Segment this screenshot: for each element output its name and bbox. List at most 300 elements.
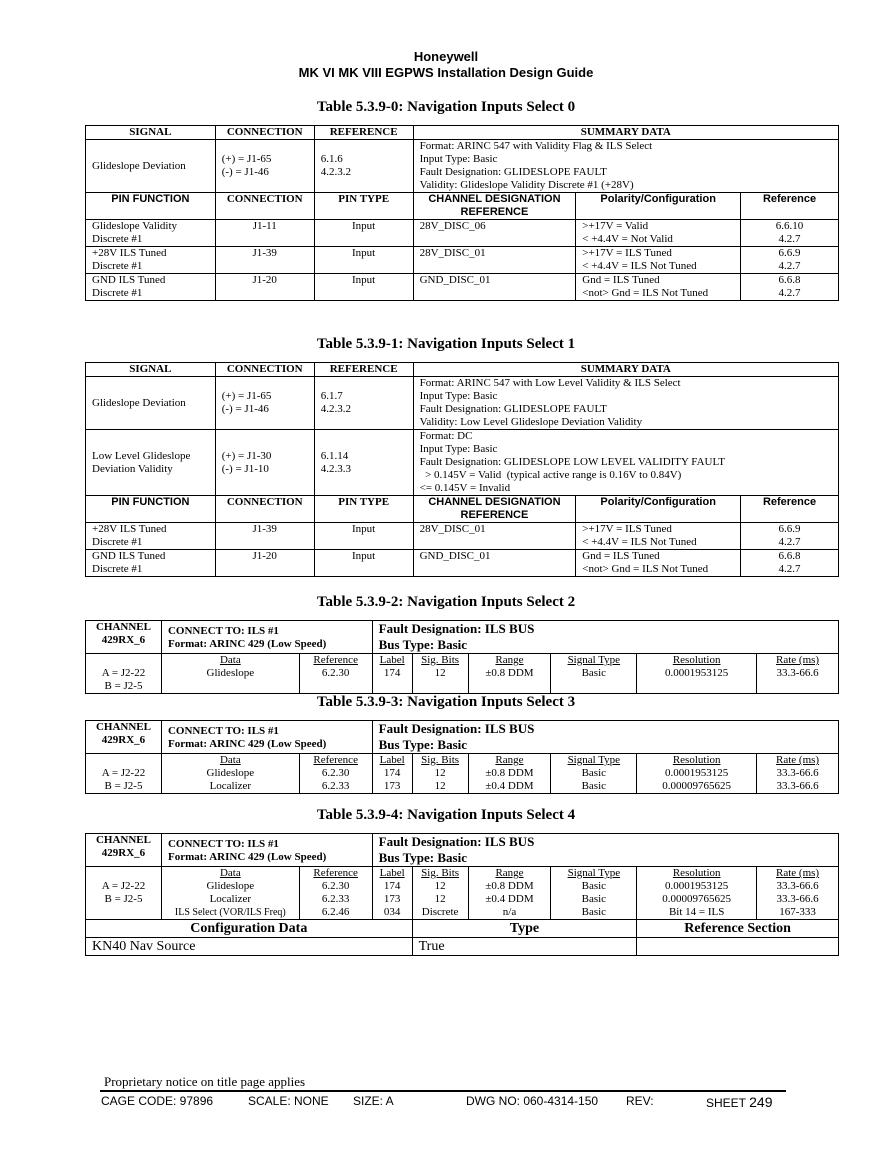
table-cell [413,430,838,496]
cell-text: 174 [383,767,401,779]
cell-text: Range [495,654,524,666]
table-title: Table 5.3.9-1: Navigation Inputs Select 1 [316,336,576,352]
col-header: CONNECTION [215,126,314,140]
cell-text: 28V_DISC_06 [413,220,576,247]
cell-text: B = J2-5 [104,780,143,792]
cell-text: 33.3-66.6 [776,780,819,792]
cell-text: Format: ARINC 429 (Low Speed) [167,738,327,750]
cell-text: ±0.4 DDM [485,780,534,792]
table-row [86,363,839,377]
cell-text: Fault Designation: GLIDESLOPE FAULT [419,166,607,178]
cell-text: J1-11 [215,220,314,247]
cell-text: 33.3-66.6 [776,880,819,892]
table-title: Table 5.3.9-3: Navigation Inputs Select 3 [316,694,576,710]
cell-text: Signal Type [567,867,621,879]
col-header: SUMMARY DATA [413,126,838,140]
cell-text: 173 [383,780,401,792]
cell-text: A = J2-22 [101,880,146,892]
table-cell [215,377,314,430]
cell-text: Discrete [421,906,459,918]
table-cell [372,867,412,920]
table-row [86,754,839,794]
cell-text: 6.6.8 [778,550,801,562]
cell-text: Glideslope [206,767,255,779]
table-cell [299,754,372,794]
cell-text: CONNECT TO: ILS #1 [167,625,279,637]
cell-text: 0.0001953125 [665,767,729,779]
table-cell [86,247,216,274]
cell-text: 6.2.30 [321,767,350,779]
table-cell [412,654,468,694]
cell-text: 4.2.7 [778,563,801,575]
cell-text: (-) = J1-46 [221,166,269,178]
size: SIZE: A [353,1094,394,1108]
cell-text: Sig. Bits [421,654,460,666]
table-cell [86,621,162,654]
cell-text: True [412,938,637,956]
cell-text: Glideslope [206,880,255,892]
cell-text: REFERENCE [460,509,529,521]
cell-text: Sig. Bits [421,867,460,879]
table-cell [412,867,468,920]
cell-text: Discrete #1 [92,563,143,575]
cell-text: Basic [581,880,607,892]
cell-text: Fault Designation: GLIDESLOPE FAULT [419,403,607,415]
cell-text: Input Type: Basic [419,443,498,455]
table-cell [413,140,838,193]
cell-text: Basic [581,767,607,779]
cell-text: Resolution [672,654,721,666]
cell-text: Reference [313,654,358,666]
table-cell [372,721,838,754]
table-cell [215,140,314,193]
cell-text: 33.3-66.6 [776,767,819,779]
cell-text: PIN TYPE [314,496,413,523]
cell-text: J1-20 [215,274,314,301]
table-cell [413,377,838,430]
cell-text: 12 [434,780,446,792]
table-cell [757,654,839,694]
cell-text: 12 [434,880,446,892]
cell-text: (-) = J1-10 [221,462,269,475]
table-cell [314,377,413,430]
cell-text: Data [219,654,241,666]
cell-text: J1-39 [215,247,314,274]
cell-text: <not> Gnd = ILS Not Tuned [582,287,709,299]
cell-text: Low Level Glideslope [92,449,191,462]
cell-text: CONNECTION [215,363,314,377]
cell-text: ±0.8 DDM [485,667,534,679]
cell-text: 6.2.33 [321,780,350,792]
cell-text: CHANNEL DESIGNATION [428,193,561,205]
cell-text: Label [379,867,405,879]
cell-text: 429RX_6 [101,847,146,859]
cell-text: CHANNEL [95,834,151,846]
cell-text: Fault Designation: ILS BUS [378,621,535,636]
cell-text: 4.2.7 [778,233,801,245]
table-cell [161,834,372,867]
cell-text: 28V_DISC_01 [413,247,576,274]
drawing-number: DWG NO: 060-4314-150 [466,1094,599,1108]
cell-text: 0.00009765625 [662,893,732,905]
table-cell [637,654,757,694]
col-header: SIGNAL [86,126,216,140]
cell-text: GND ILS Tuned [92,274,166,286]
signal-row [86,140,839,193]
cell-text: Fault Designation: ILS BUS [378,834,535,849]
cell-text: Input [314,220,413,247]
proprietary-notice: Proprietary notice on title page applies [104,1074,306,1089]
cell-text: Bit 14 = ILS [668,906,725,918]
cell-text: ±0.8 DDM [485,767,534,779]
table-row [86,938,839,956]
cell-text: 6.6.9 [778,247,801,259]
cell-text: < +4.4V = ILS Not Tuned [582,536,697,548]
cell-text: Discrete #1 [92,287,143,299]
pin-row [86,523,839,550]
cell-text: 6.6.10 [775,220,804,232]
table-nav-select-0 [85,125,839,301]
cell-text: Reference [741,496,839,523]
cell-text: CONNECTION [215,193,314,220]
cell-text: Resolution [672,754,721,766]
cell-text: Deviation Validity [92,462,173,475]
cell-text: +28V ILS Tuned [92,523,167,535]
table-cell [86,654,162,694]
cell-text: < +4.4V = Not Valid [582,233,673,245]
cell-text: Validity: Glideslope Validity Discrete #1 (+28V) [419,179,634,191]
table-cell [576,220,741,247]
cage-code: CAGE CODE: 97896 [101,1094,214,1108]
cell-text: 6.6.8 [778,274,801,286]
signal-row [86,377,839,430]
cell-text: Reference [313,867,358,879]
table-row [86,654,839,694]
table-cell [741,550,839,577]
cell-text: Input Type: Basic [419,390,498,402]
cell-text: Glideslope [206,667,255,679]
cell-text: Input [314,247,413,274]
cell-text: GND ILS Tuned [92,550,166,562]
cell-text: < +4.4V = ILS Not Tuned [582,260,697,272]
pin-row [86,274,839,301]
pin-row [86,247,839,274]
cell-text: CONNECT TO: ILS #1 [167,725,279,737]
cell-text: Reference [313,754,358,766]
table-title: Table 5.3.9-0: Navigation Inputs Select 0 [316,99,576,115]
table-cell [412,754,468,794]
cell-text: Localizer [209,893,252,905]
cell-text: Label [379,754,405,766]
cell-text: Glideslope Validity [92,220,178,232]
cell-text: 4.2.3.3 [320,462,351,475]
cell-text: 6.2.30 [321,880,350,892]
table-cell [576,274,741,301]
table-cell [86,220,216,247]
cell-text: >+17V = ILS Tuned [582,247,672,259]
cell-text: 4.2.7 [778,287,801,299]
cell-text: 4.2.7 [778,260,801,272]
table-cell [551,654,637,694]
table-row [86,126,839,140]
cell-text: Discrete #1 [92,260,143,272]
cell-text: Polarity/Configuration [576,193,741,220]
cell-text: <not> Gnd = ILS Not Tuned [582,563,709,575]
cell-text: Localizer [209,780,252,792]
table-cell [86,430,216,496]
table-nav-select-3 [85,720,839,794]
table-row [86,621,839,654]
cell-text: 0.00009765625 [662,780,732,792]
table-cell [741,220,839,247]
pin-row [86,550,839,577]
cell-text: 6.2.30 [321,667,350,679]
cell-text: CONNECT TO: ILS #1 [167,838,279,850]
cell-text: Input Type: Basic [419,153,498,165]
cell-text: Rate (ms) [776,867,820,879]
table-cell [637,754,757,794]
cell-text: CHANNEL [95,721,151,733]
table-cell [86,754,162,794]
table-nav-select-2 [85,620,839,694]
cell-text: Type [412,920,637,938]
cell-text: 6.1.14 [320,449,349,462]
col-header: REFERENCE [314,126,413,140]
table-cell [314,430,413,496]
cell-text: 173 [383,893,401,905]
cell-text: Format: ARINC 547 with Validity Flag & ILS Select [419,140,653,152]
cell-text: Gnd = ILS Tuned [582,274,660,286]
table-cell [161,621,372,654]
signal-row [86,430,839,496]
cell-text: Range [495,867,524,879]
cell-text: 33.3-66.6 [776,667,819,679]
cell-text: n/a [502,906,517,918]
table-cell [576,523,741,550]
cell-text: ILS Select (VOR/ILS Freq) [174,907,286,918]
table-cell [741,523,839,550]
cell-text: 12 [434,893,446,905]
cell-text: >+17V = ILS Tuned [582,523,672,535]
cell-text: 429RX_6 [101,734,146,746]
table-cell [372,834,838,867]
cell-text: CONNECTION [215,496,314,523]
table-cell [551,867,637,920]
cell-text: ±0.4 DDM [485,893,534,905]
footer-rule [100,1090,786,1092]
table-cell [86,867,162,920]
table-cell [161,754,299,794]
table-cell [741,247,839,274]
table-nav-select-4 [85,833,839,956]
cell-text: B = J2-5 [104,893,143,905]
table-cell [413,496,576,523]
cell-text: 6.1.6 [320,153,343,165]
table-cell [86,834,162,867]
table-row [86,867,839,920]
cell-text: SHEET [706,1096,746,1110]
table-row [86,920,839,938]
table-cell [468,654,551,694]
table-cell [372,754,412,794]
cell-text: Format: ARINC 429 (Low Speed) [167,638,327,650]
table-cell [372,654,412,694]
cell-text: 6.2.33 [321,893,350,905]
cell-text: <= 0.145V = Invalid [419,482,511,494]
cell-text: 6.2.46 [321,906,350,918]
cell-text: SIGNAL [86,363,216,377]
cell-text: REFERENCE [314,363,413,377]
cell-text: >+17V = Valid [582,220,649,232]
cell-text: J1-20 [215,550,314,577]
table-cell [161,867,299,920]
cell-text: A = J2-22 [101,667,146,679]
cell-text: +28V ILS Tuned [92,247,167,259]
cell-text: 6.6.9 [778,523,801,535]
table-cell [299,867,372,920]
table-cell [741,274,839,301]
cell-text: Data [219,754,241,766]
table-cell [637,867,757,920]
cell-text: Format: ARINC 547 with Low Level Validity & ILS Select [419,377,681,389]
table-cell [576,550,741,577]
cell-text: Reference Section [637,920,839,938]
cell-text: (+) = J1-65 [221,390,272,402]
cell-text: Bus Type: Basic [378,737,468,752]
cell-text: 0.0001953125 [665,667,729,679]
cell-text: A = J2-22 [101,767,146,779]
cell-text: 034 [383,906,401,918]
cell-text: 4.2.7 [778,536,801,548]
cell-text: CHANNEL [95,621,151,633]
cell-text: Signal Type [567,754,621,766]
cell-text: Bus Type: Basic [378,637,468,652]
cell-text: PIN TYPE [314,193,413,220]
cell-text: Rate (ms) [776,654,820,666]
table-row [86,193,839,220]
cell-text: Basic [581,780,607,792]
table-cell [86,550,216,577]
cell-text: 174 [383,880,401,892]
revision: REV: [626,1094,654,1108]
table-cell [299,654,372,694]
cell-text: Fault Designation: GLIDESLOPE LOW LEVEL VALIDITY FAULT [419,456,725,468]
cell-text: (+) = J1-65 [221,153,272,165]
sheet-label [706,1094,773,1110]
pin-row [86,220,839,247]
cell-text: Resolution [672,867,721,879]
cell-text: Discrete #1 [92,233,143,245]
cell-text: 174 [383,667,401,679]
cell-text: PIN FUNCTION [86,193,216,220]
cell-text: 4.2.3.2 [320,403,351,415]
sheet-number: 249 [749,1094,773,1110]
cell-text: 12 [434,767,446,779]
cell-text: Glideslope Deviation [86,377,216,430]
cell-text: Format: DC [419,430,473,442]
cell-text: Polarity/Configuration [576,496,741,523]
cell-text: 28V_DISC_01 [413,523,576,550]
cell-text: > 0.145V = Valid (typical active range is 0.16V to 0.84V) [419,469,682,481]
cell-text: Label [379,654,405,666]
cell-text: (+) = J1-30 [221,449,272,462]
cell-text: Range [495,754,524,766]
cell-text: GND_DISC_01 [413,550,576,577]
cell-text: B = J2-5 [104,680,143,692]
table-cell [161,654,299,694]
cell-text: 12 [434,667,446,679]
cell-text: SUMMARY DATA [413,363,838,377]
table-cell [468,754,551,794]
cell-text: ±0.8 DDM [485,880,534,892]
cell-text: J1-39 [215,523,314,550]
table-cell [757,867,839,920]
cell-text: Basic [581,893,607,905]
table-cell [372,621,838,654]
table-cell [86,523,216,550]
cell-text: Reference [741,193,839,220]
table-title: Table 5.3.9-2: Navigation Inputs Select 2 [316,594,576,610]
table-cell [551,754,637,794]
table-row [86,834,839,867]
cell-text: KN40 Nav Source [86,938,413,956]
table-cell [468,867,551,920]
cell-text: Rate (ms) [776,754,820,766]
table-cell [161,721,372,754]
cell-text [637,938,839,956]
cell-text: (-) = J1-46 [221,403,269,415]
cell-text: Data [219,867,241,879]
cell-text: Input [314,523,413,550]
signal-name: Glideslope Deviation [86,140,216,193]
cell-text: 4.2.3.2 [320,166,351,178]
cell-text: Input [314,550,413,577]
table-cell [413,193,576,220]
table-row [86,496,839,523]
table-cell [757,754,839,794]
company-name: Honeywell [413,49,479,64]
cell-text: 0.0001953125 [665,880,729,892]
table-row [86,721,839,754]
cell-text: 429RX_6 [101,634,146,646]
table-cell [215,430,314,496]
table-title: Table 5.3.9-4: Navigation Inputs Select 4 [316,807,576,823]
cell-text: Bus Type: Basic [378,850,467,865]
document-title: MK VI MK VIII EGPWS Installation Design Guide [298,65,594,80]
cell-text: PIN FUNCTION [86,496,216,523]
cell-text: Basic [581,906,607,918]
table-cell [576,247,741,274]
cell-text: CHANNEL DESIGNATION [428,496,561,508]
table-cell [86,721,162,754]
cell-text: GND_DISC_01 [413,274,576,301]
cell-text: Sig. Bits [421,754,460,766]
cell-text: Discrete #1 [92,536,143,548]
cell-text: Fault Designation: ILS BUS [378,721,535,736]
cell-text: Signal Type [567,654,621,666]
scale: SCALE: NONE [248,1094,329,1108]
cell-text: REFERENCE [460,206,529,218]
cell-text: Validity: Low Level Glideslope Deviation Validity [419,416,643,428]
cell-text: 6.1.7 [320,390,343,402]
table-cell [86,274,216,301]
table-cell [314,140,413,193]
cell-text: Configuration Data [86,920,413,938]
cell-text: Basic [581,667,607,679]
cell-text: Format: ARINC 429 (Low Speed) [167,851,327,863]
cell-text: Input [314,274,413,301]
table-nav-select-1 [85,362,839,577]
